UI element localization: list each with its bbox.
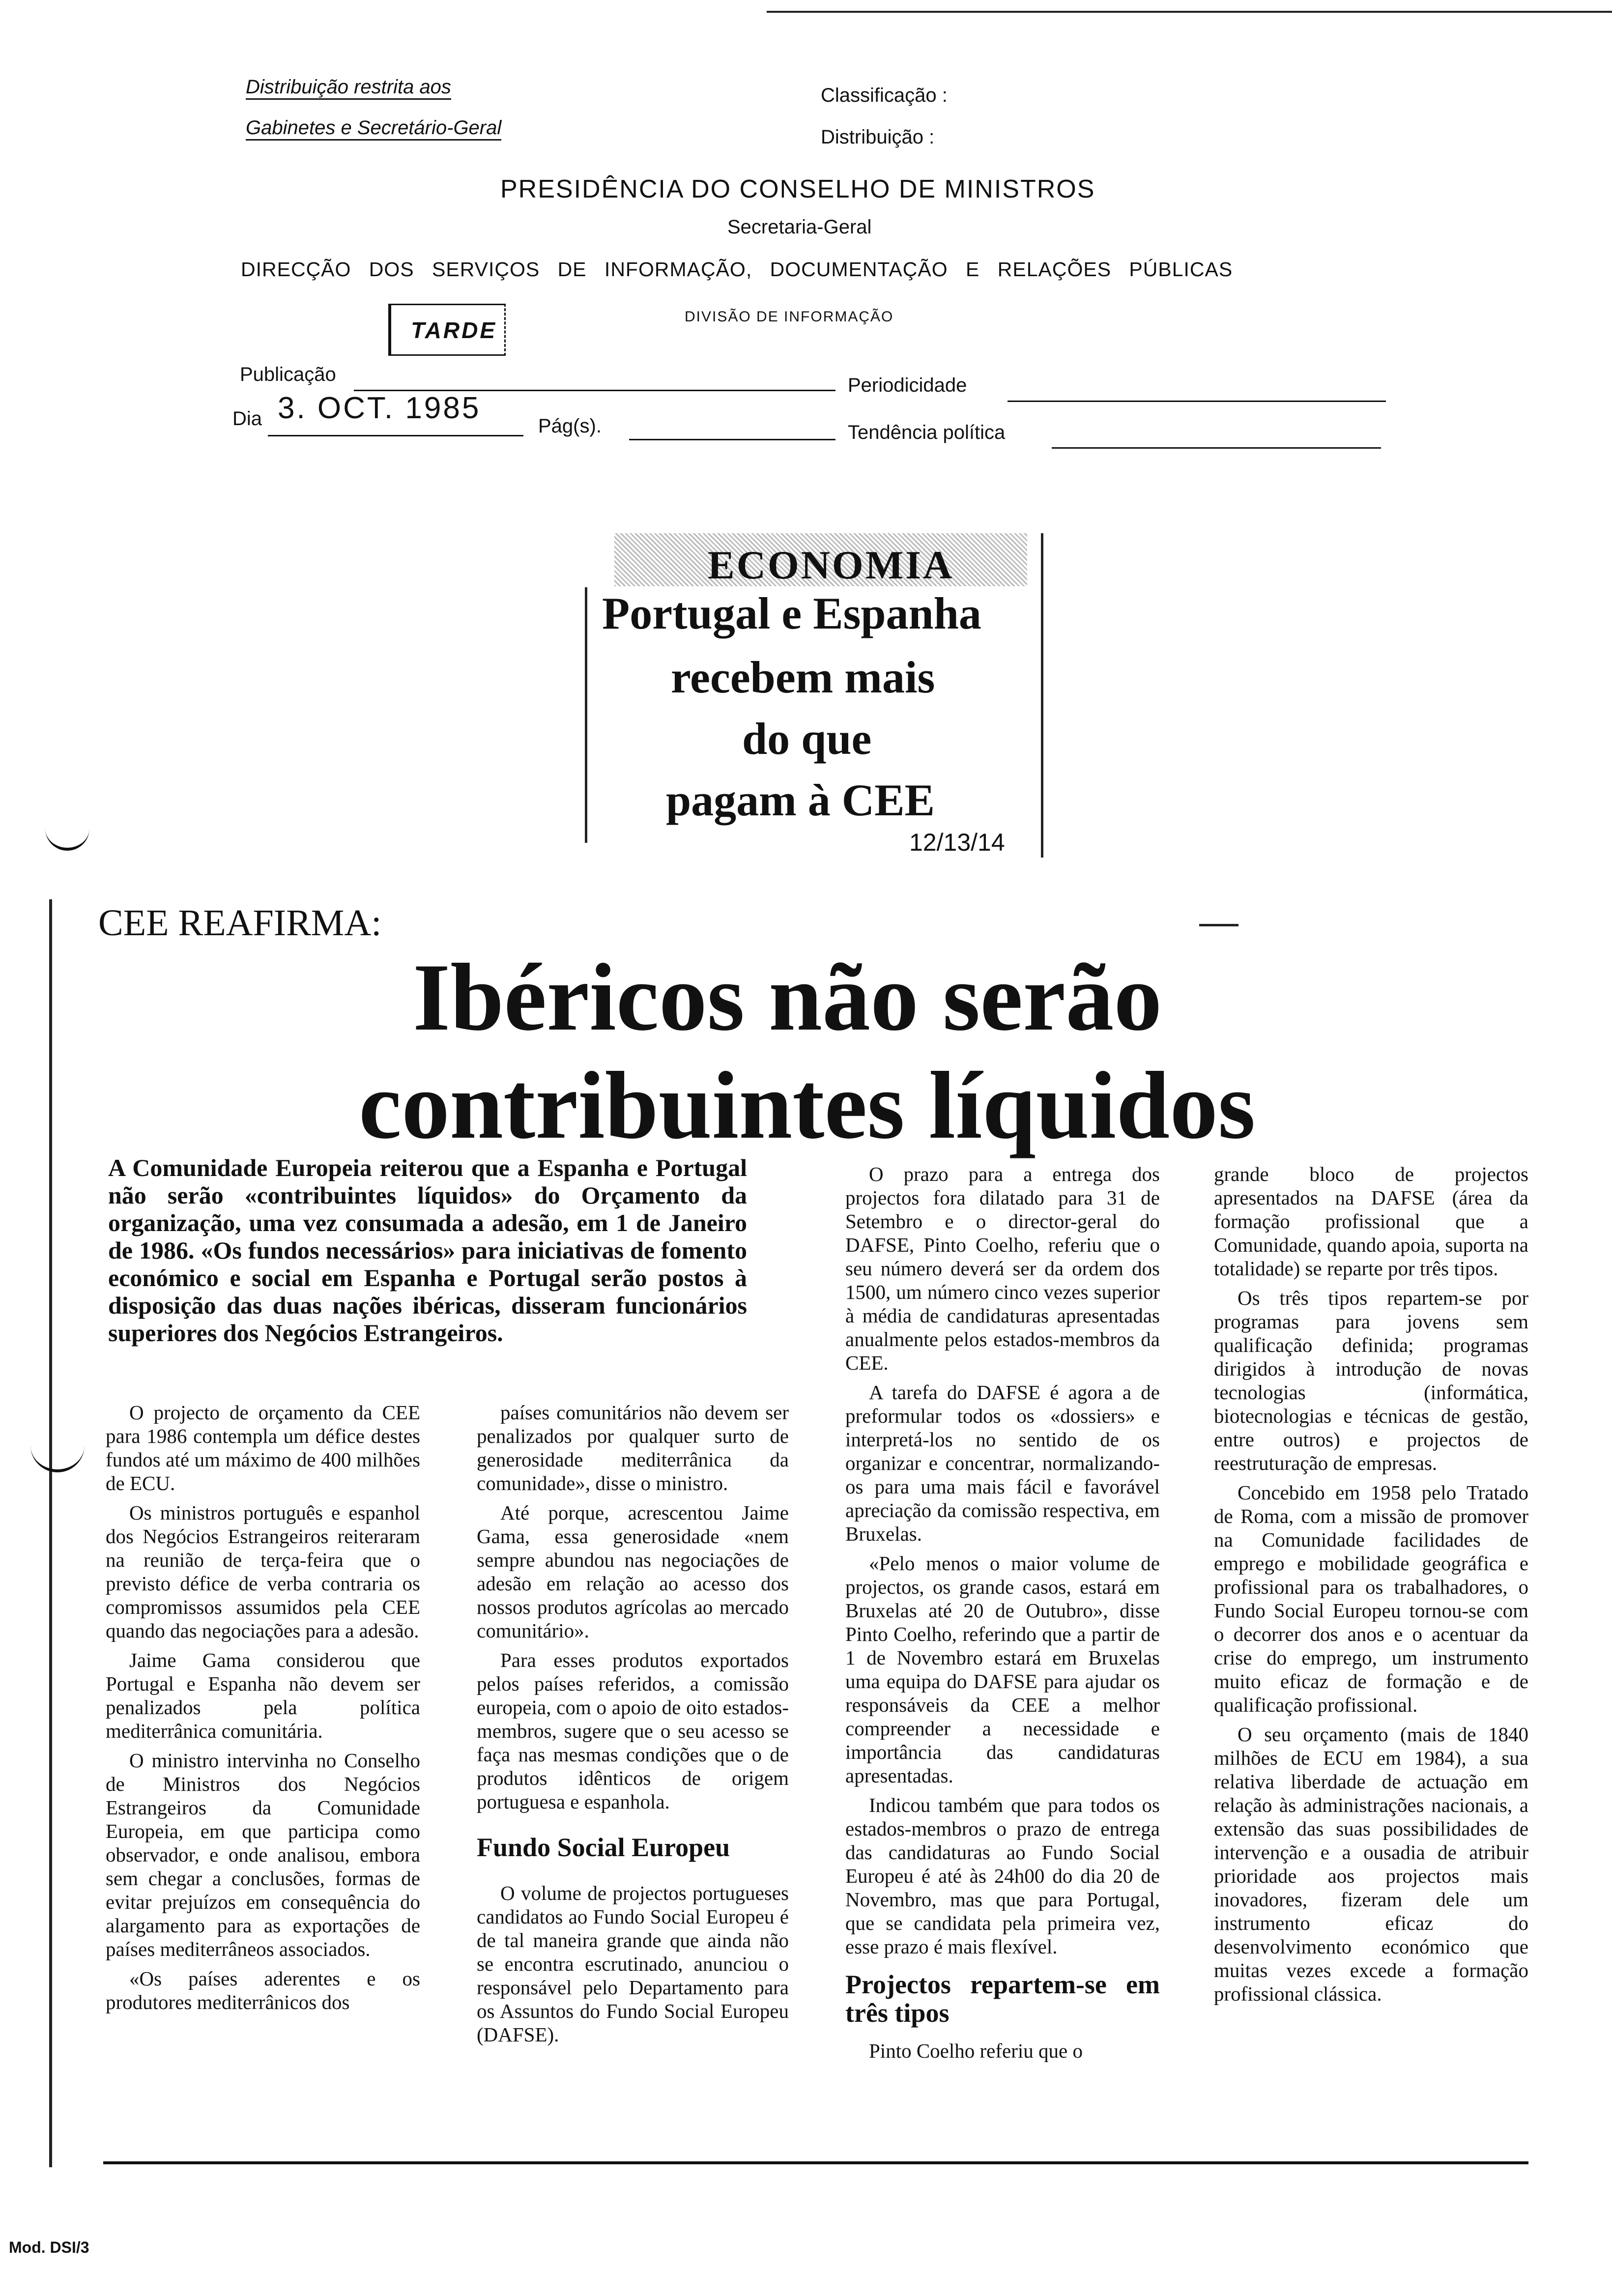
col3-paragraph: «Pelo menos o maior volume de projectos, os grande casos, estará em Bruxelas até 20 de Outubro», disse Pinto Coelho, referindo que a partir de 1 de Novembro estará em Bruxelas uma equipa do DAFSE para ajudar os responsáveis da CEE a melhor compreender a necessidade e importância das candidaturas apresentadas.	[845, 1552, 1160, 1787]
org-title: PRESIDÊNCIA DO CONSELHO DE MINISTROS	[500, 175, 1095, 203]
article-col-4	[1214, 1162, 1528, 2011]
article-lead: A Comunidade Europeia reiterou que a Espanha e Portugal não serão «contribuintes líquidos» do Orçamento da organização, uma vez consumada a adesão, em 1 de Janeiro de 1986. «Os fundos necessários» para iniciativas de fomento económico e social em Espanha e Portugal serão postos à disposição das duas nações ibéricas, disseram funcionários superiores dos Negócios Estrangeiros.	[108, 1154, 747, 1347]
col3-paragraph: Indicou também que para todos os estados-membros o prazo de entrega das candidaturas ao Fundo Social Europeu é até às 24h00 do dia 20 de Novembro, mas que para Portugal, que se candidata pela primeira vez, esse prazo é mais flexível.	[845, 1794, 1160, 1958]
article-headline-2: contribuintes líquidos	[359, 1052, 1256, 1159]
directorate: DIRECÇÃO DOS SERVIÇOS DE INFORMAÇÃO, DOCUMENTAÇÃO E RELAÇÕES PÚBLICAS	[241, 258, 1233, 281]
margin-tick-top	[45, 818, 89, 851]
col2-paragraph: Até porque, acrescentou Jaime Gama, essa generosidade «nem sempre abundou nas negociações de adesão em relação ao acesso dos nossos produtos agrícolas ao mercado comunitário».	[477, 1501, 789, 1642]
col1-paragraph: «Os países aderentes e os produtores mediterrânicos dos	[106, 1967, 420, 2013]
col2-paragraph: O volume de projectos portugueses candidatos ao Fundo Social Europeu é de tal maneira grande que ainda não se encontra escrutinado, anunciou o responsável pelo Departamento para os Assuntos do Fundo Social Europeu (DAFSE).	[477, 1882, 789, 2046]
col3-paragraph: O prazo para a entrega dos projectos fora dilatado para 31 de Setembro e o director-geral do DAFSE, Pinto Coelho, referiu que o seu número deverá ser da ordem dos 1500, um número cinco vezes superior à média de candidaturas apresentadas anualmente pelos estados-membros da CEE.	[845, 1163, 1160, 1374]
periodicity-label: Periodicidade	[848, 374, 967, 396]
col2-paragraph: Para esses produtos exportados pelos países referidos, a comissão europeia, com o apoio de oito estados-membros, sugere que o seu acesso se faça nas mesmas condições que o de produtos idênticos de origem portuguesa e espanhola.	[477, 1649, 789, 1813]
classification-label: Classificação :	[821, 85, 948, 106]
org-subtitle: Secretaria-Geral	[727, 216, 872, 238]
col4-paragraph: Concebido em 1958 pelo Tratado de Roma, com a missão de promover na Comunidade facilidades de emprego e mobilidade geográfica e profissional para os trabalhadores, o Fundo Social Europeu tornou-se com o decorrer dos anos e o acentuar da crise do emprego, um instrumento muito eficaz de formação e de qualificação profissional.	[1214, 1481, 1528, 1716]
political-label: Tendência política	[848, 422, 1006, 443]
pages-label: Pág(s).	[538, 415, 602, 437]
division: DIVISÃO DE INFORMAÇÃO	[685, 309, 894, 325]
col2-paragraph: países comunitários não devem ser penalizados por qualquer surto de generosidade mediterrânica da comunidade», disse o ministro.	[477, 1401, 789, 1494]
clipping-headline-4: pagam à CEE	[666, 775, 935, 825]
article-headline-1: Ibéricos não serão	[413, 944, 1162, 1051]
clipping-headline-2: recebem mais	[671, 652, 935, 702]
col2-subhead: Fundo Social Europeu	[477, 1833, 730, 1862]
restricted-line-2: Gabinetes e Secretário-Geral	[246, 117, 501, 141]
article-bottom-rule	[103, 2161, 1528, 2164]
col1-paragraph: Jaime Gama considerou que Portugal e Espanha não devem ser penalizados pela política mediterrânica comunitária.	[106, 1649, 420, 1742]
periodicity-line	[1008, 401, 1386, 402]
small-clipping	[585, 533, 1052, 856]
top-rule	[767, 11, 1612, 13]
article-col-3	[845, 1162, 1160, 2068]
clipping-right-rule	[1041, 533, 1043, 858]
restricted-line-1: Distribuição restrita aos	[246, 76, 451, 100]
publication-stamp	[388, 304, 506, 356]
article-col-2	[477, 1401, 789, 2052]
col4-paragraph: grande bloco de projectos apresentados na DAFSE (área da formação profissional que a Comunidade, quando apoia, suporta na totalidade) se reparte por três tipos.	[1214, 1163, 1528, 1280]
col1-paragraph: Os ministros português e espanhol dos Negócios Estrangeiros reiteraram na reunião de terça-feira que o previsto défice de verba contraria os compromissos assumidos pela CEE quando das negociações para a adesão.	[106, 1501, 420, 1642]
clipping-headline-1: Portugal e Espanha	[602, 588, 981, 638]
col1-paragraph: O ministro intervinha no Conselho de Ministros dos Negócios Estrangeiros da Comunidade Europeia, em que participa como observador, e onde analisou, embora sem chegar a conclusões, formas de evitar prejuízos em consequência do alargamento para as exportações de países mediterrâneos associados.	[106, 1749, 420, 1960]
col3-subhead: Projectos repartem-se em três tipos	[845, 1970, 1160, 2028]
clipping-left-rule	[585, 587, 587, 843]
article-kicker: CEE REAFIRMA:	[98, 902, 382, 944]
pages-line	[629, 439, 835, 440]
political-line	[1052, 447, 1381, 449]
date-stamp: 3. OCT. 1985	[278, 391, 481, 425]
clipping-headline-3: do que	[742, 714, 872, 764]
publication-stamp-text: TARDE	[411, 317, 497, 343]
left-margin-rule	[49, 899, 52, 2167]
kicker-dash	[1199, 924, 1238, 926]
day-line	[268, 435, 523, 436]
margin-tick-mid	[30, 1430, 85, 1472]
handwritten-note: 12/13/14	[909, 829, 1005, 856]
section-label: ECONOMIA	[708, 543, 954, 587]
col3-paragraph: A tarefa do DAFSE é agora a de preformular todos os «dossiers» e interpretá-los no sentido de os organizar e concentrar, normalizando-os para uma mais fácil e favorável apreciação da comissão respectiva, em Bruxelas.	[845, 1381, 1160, 1545]
col1-paragraph: O projecto de orçamento da CEE para 1986 contempla um défice destes fundos até um máximo de 400 milhões de ECU.	[106, 1401, 420, 1494]
col3-paragraph: Pinto Coelho referiu que o	[869, 2039, 1083, 2062]
article-col-1	[106, 1401, 420, 2020]
day-label: Dia	[232, 408, 262, 430]
col4-paragraph: Os três tipos repartem-se por programas para jovens sem qualificação definida; programas dirigidos à introdução de novas tecnologias (informática, biotecnologias e técnicas de gestão, entre outros) e projectos de reestruturação de empresas.	[1214, 1287, 1528, 1474]
distribution-label: Distribuição :	[821, 126, 935, 148]
form-code: Mod. DSI/3	[9, 2239, 89, 2256]
publication-label: Publicação	[240, 364, 336, 385]
col4-paragraph: O seu orçamento (mais de 1840 milhões de ECU em 1984), a sua relativa liberdade de actuação em relação às administrações nacionais, a extensão das suas possibilidades de intervenção e a ousadia de atribuir prioridade aos projectos mais inovadores, fizeram dele um instrumento eficaz do desenvolvimento económico que muitas vezes excede a formação profissional clássica.	[1214, 1723, 1528, 2005]
